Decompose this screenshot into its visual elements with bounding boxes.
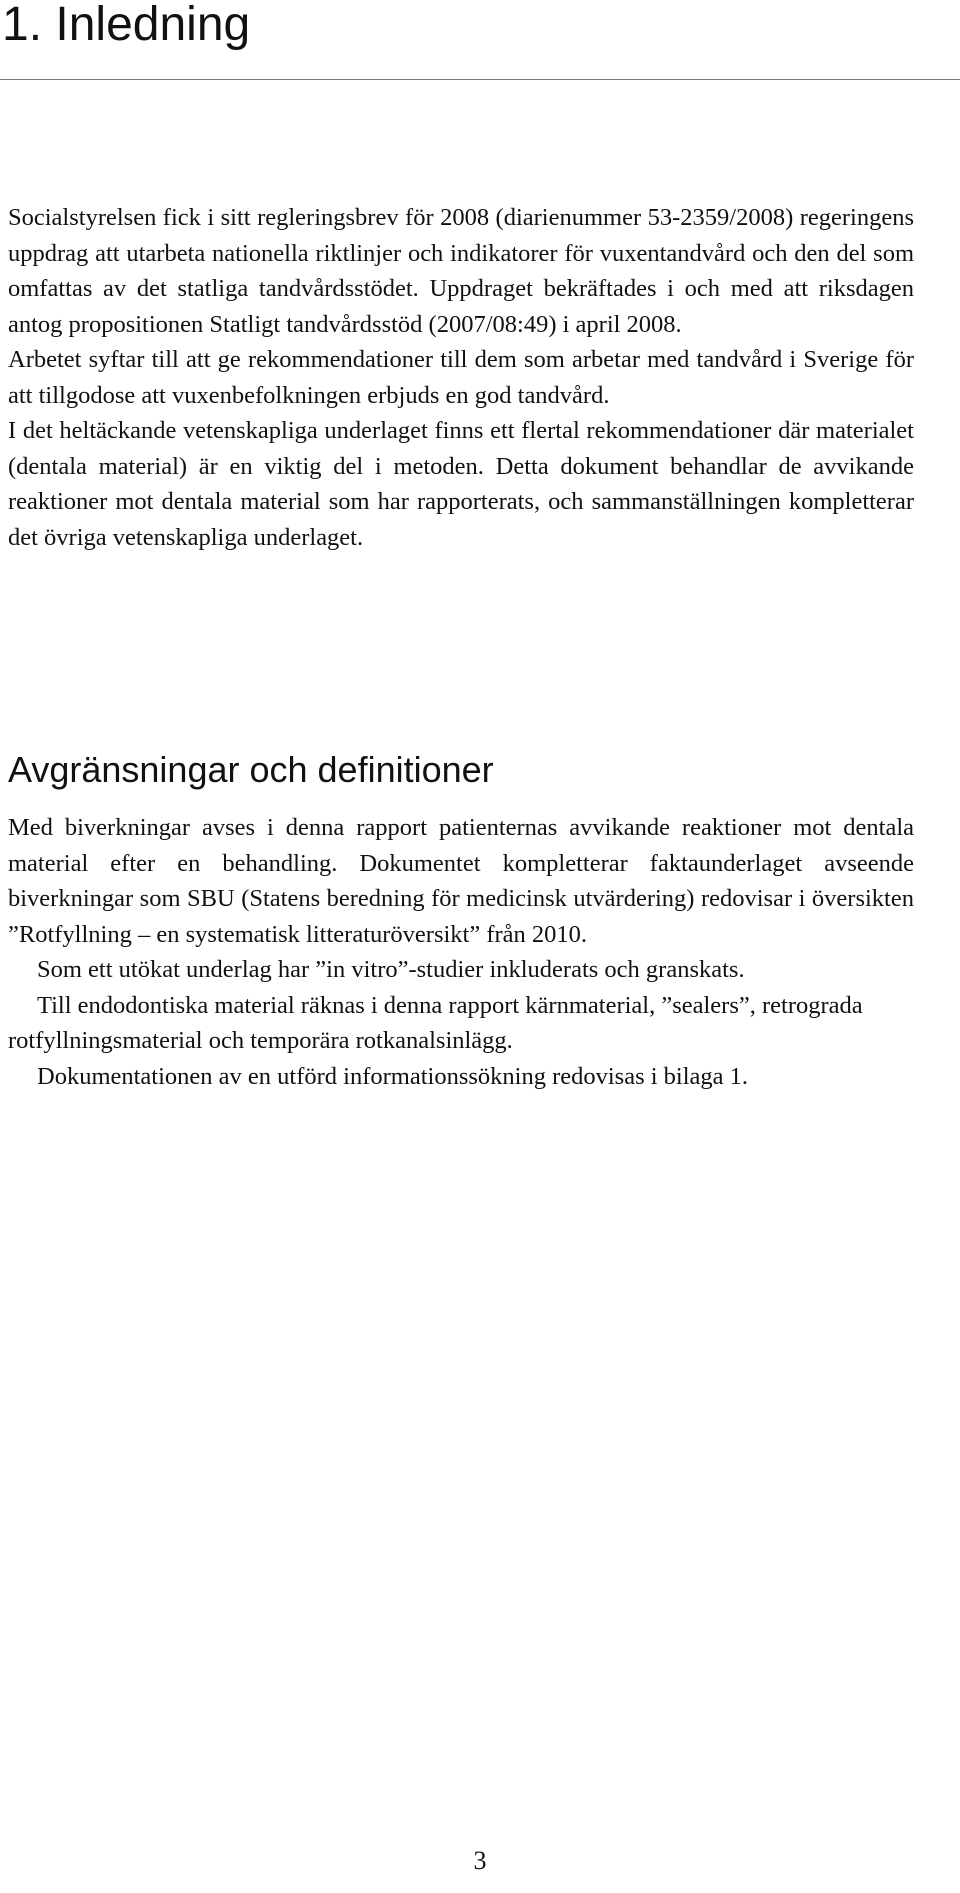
intro-section [8, 200, 914, 555]
definitions-section [8, 810, 914, 1094]
intro-paragraph-3: I det heltäckande vetenskapliga underlaget finns ett flertal rekommendationer där materialet (dentala material) är en viktig del i metoden. Detta dokument behandlar de avvikande reaktioner mot dentala material som har rapporterats, och sammanställningen kompletterar det övriga vetenskapliga underlaget. [8, 417, 914, 551]
definitions-paragraph-3: Till endodontiska material räknas i denna rapport kärnmaterial, ”sealers”, retrograda rotfyllningsmaterial och temporära rotkanalsinlägg. [8, 991, 863, 1054]
intro-paragraph-2: Arbetet syftar till att ge rekommendationer till dem som arbetar med tandvård i Sverige för att tillgodose att vuxenbefolkningen erbjuds en god tandvård. [8, 346, 914, 409]
definitions-paragraph-2: Som ett utökat underlag har ”in vitro”-studier inkluderats och granskats. [37, 956, 745, 983]
section-title-definitions: Avgränsningar och definitioner [8, 749, 494, 790]
title-divider [0, 79, 960, 80]
page-number: 3 [473, 1846, 487, 1875]
chapter-title: 1. Inledning [2, 0, 251, 51]
definitions-paragraph-1: Med biverkningar avses i denna rapport patienternas avvikande reaktioner mot dentala material efter en behandling. Dokumentet kompletterar faktaunderlaget avseende biverkningar som SBU (Statens beredning för medicinsk utvärdering) redovisar i översikten ”Rotfyllning – en systematisk litteraturöversikt” från 2010. [8, 814, 914, 948]
definitions-paragraph-4: Dokumentationen av en utförd informationssökning redovisas i bilaga 1. [37, 1062, 749, 1090]
intro-paragraph-1: Socialstyrelsen fick i sitt regleringsbrev för 2008 (diarienummer 53-2359/2008) regeringens uppdrag att utarbeta nationella riktlinjer och indikatorer för vuxentandvård och den del som omfattas av det statliga tandvårdsstödet. Uppdraget bekräftades i och med att riksdagen antog propositionen Statligt tandvårdsstöd (2007/08:49) i april 2008. [8, 204, 914, 338]
